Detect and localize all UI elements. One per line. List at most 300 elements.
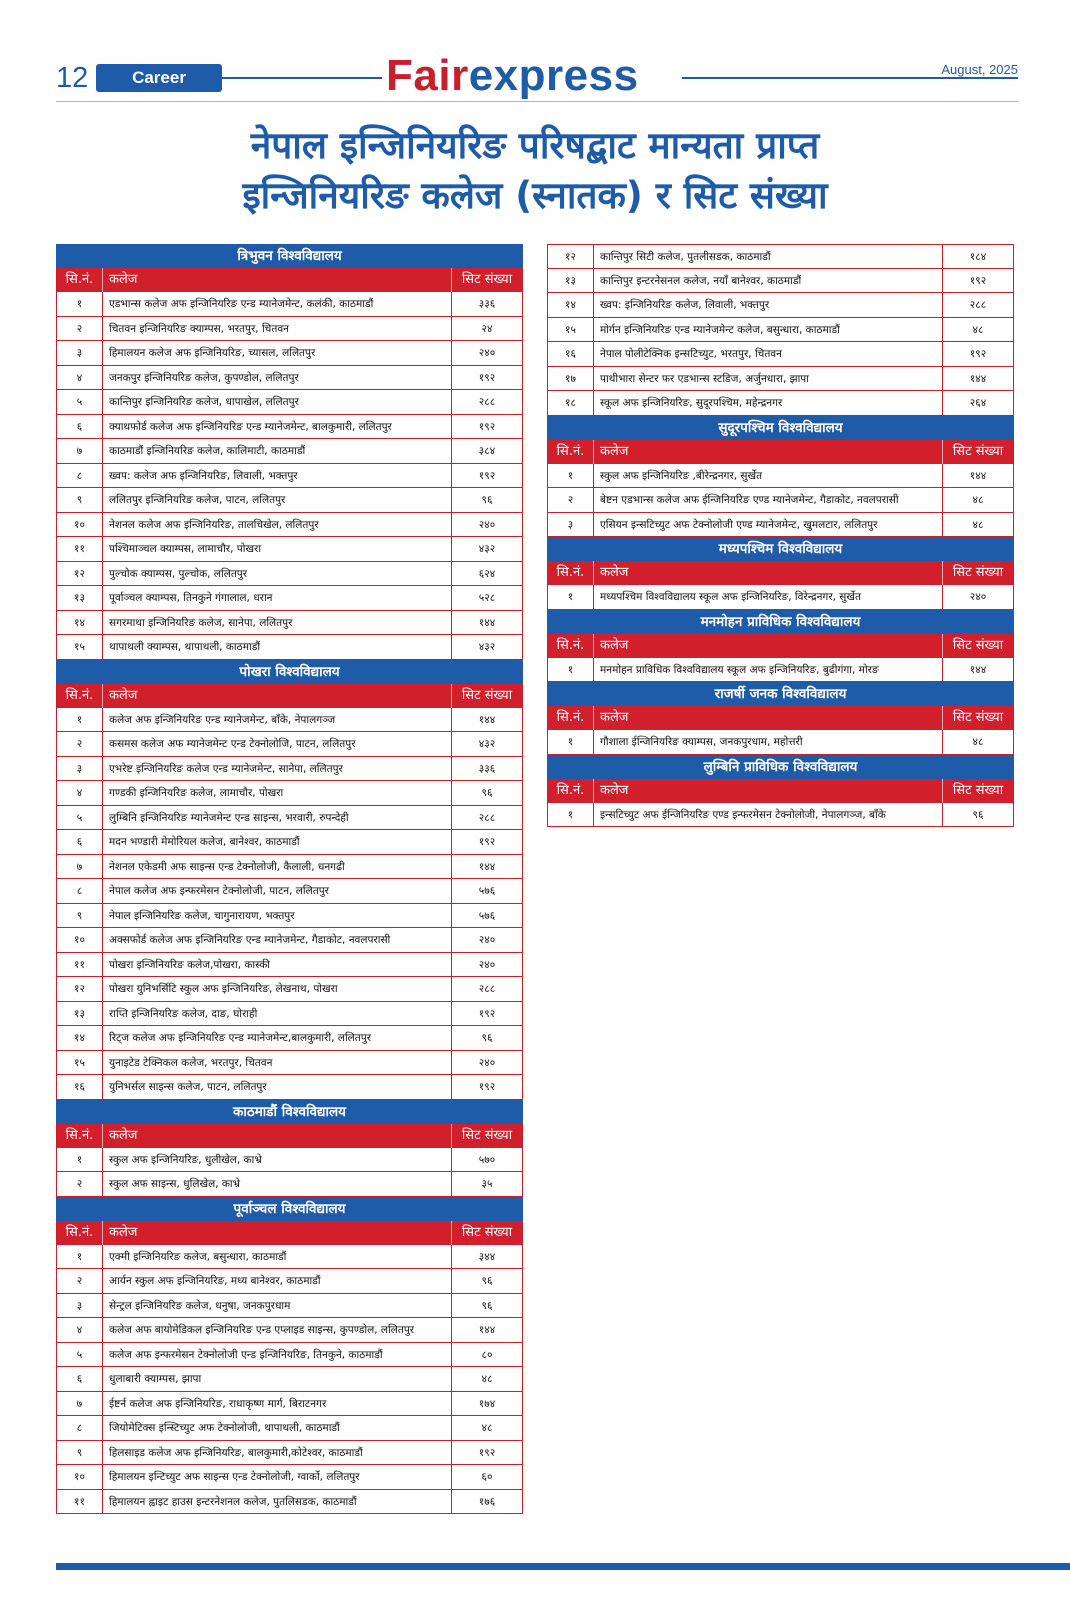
cell-college: लुम्बिनि इन्जिनियरिङ म्यानेजमेन्ट एन्ड साइन्स, भरवारी, रुपन्देही: [103, 806, 452, 830]
university-table: [56, 244, 523, 660]
table-header: [56, 1124, 523, 1148]
table-row: [56, 1343, 523, 1368]
cell-sn: ९: [57, 904, 103, 928]
table-row: [547, 342, 1014, 367]
university-name: काठमाडौं विश्वविद्यालय: [56, 1100, 523, 1124]
table-row: [547, 367, 1014, 392]
cell-sn: ६: [57, 830, 103, 854]
header-college: कलेज: [103, 684, 452, 708]
cell-sn: १: [548, 585, 594, 609]
header-seats: सिट संख्या: [952, 710, 1004, 725]
header-college: कलेज: [594, 779, 943, 803]
cell-seats: २८८: [478, 396, 496, 408]
cell-college: राप्ति इन्जिनियरिङ कलेज, दाङ, घोराही: [103, 1002, 452, 1026]
cell-seats: १८४: [969, 251, 987, 263]
cell-sn: १६: [57, 1075, 103, 1099]
cell-college: कान्तिपुर इन्जिनियरिङ कलेज, धापाखेल, ललितपुर: [103, 390, 452, 414]
cell-sn: १: [548, 464, 594, 488]
table-row: [547, 391, 1014, 416]
table-row: [56, 562, 523, 587]
cell-sn: १: [57, 1148, 103, 1172]
cell-college: कसमस कलेज अफ म्यानेजमेन्ट एन्ड टेक्नोलोजि, पाटन, ललितपुर: [103, 732, 452, 756]
cell-college: एडभान्स कलेज अफ इन्जिनियरिङ एन्ड म्यानेजमेन्ट, कलंकी, काठमाडौं: [103, 292, 452, 316]
cell-sn: ७: [57, 855, 103, 879]
cell-college: युनिभर्सल साइन्स कलेज, पाटन, ललितपुर: [103, 1075, 452, 1099]
cell-college: अक्सफोर्ड कलेज अफ इन्जिनियरिङ एन्ड म्यानेजमेन्ट, गैडाकोट, नवलपरासी: [103, 928, 452, 952]
header-seats: सिट संख्या: [952, 565, 1004, 580]
cell-seats: ३३६: [478, 298, 496, 310]
header-seats: सिट संख्या: [461, 1224, 513, 1240]
header-sn: सि.नं.: [57, 268, 103, 292]
table-row: [56, 1392, 523, 1417]
cell-seats: १९२: [478, 420, 496, 433]
cell-college: कलेज अफ इन्फरमेसन टेक्नोलोजी एन्ड इन्जिनियरिङ, तिनकुने, काठमाडौं: [103, 1343, 452, 1367]
cell-college: काठमाडौं इन्जिनियरिङ कलेज, कालिमाटी, काठमाडौं: [103, 439, 452, 463]
table-row: [56, 366, 523, 391]
cell-college: चितवन इन्जिनियरिङ क्याम्पस, भरतपुर, चितवन: [103, 317, 452, 341]
cell-college: आर्यन स्कुल अफ इन्जिनियरिङ, मध्य बानेश्वर, काठमाडौं: [103, 1269, 452, 1293]
cell-sn: १०: [57, 513, 103, 537]
cell-college: जियोमेटिक्स इन्स्टिच्युट अफ टेक्नोलोजी, थापाथली, काठमाडौं: [103, 1416, 452, 1440]
cell-sn: २: [57, 1269, 103, 1293]
headline-line-2: इन्जिनियरिङ कलेज (स्नातक) र सिट संख्या: [242, 174, 828, 217]
table-row: [56, 341, 523, 366]
table-row: [56, 317, 523, 342]
cell-sn: १२: [57, 562, 103, 586]
cell-college: स्कुल अफ इन्जिनियरिङ, धुलीखेल, काभ्रे: [103, 1148, 452, 1172]
table-row: [547, 244, 1014, 269]
table-row: [547, 585, 1014, 610]
cell-sn: २: [57, 317, 103, 341]
cell-college: एक्मी इन्जिनियरिङ कलेज, बसुन्धारा, काठमाडौं: [103, 1245, 452, 1269]
cell-seats: २४०: [969, 591, 987, 603]
table-row: [56, 537, 523, 562]
cell-college: नेशनल कलेज अफ इन्जिनियरिङ, तालचिखेल, ललितपुर: [103, 513, 452, 537]
header-college: कलेज: [103, 268, 452, 292]
brand-logo: [386, 50, 639, 102]
cell-college: नेपाल पोलीटेक्निक इन्सटिच्युट, भरतपुर, चितवन: [594, 342, 943, 366]
cell-seats: १४४: [969, 663, 987, 676]
cell-sn: १: [57, 292, 103, 316]
cell-seats: १९२: [478, 371, 496, 384]
table-row: [56, 513, 523, 538]
header-college: कलेज: [103, 1221, 452, 1245]
cell-seats: १४४: [478, 713, 496, 726]
cell-sn: १६: [548, 342, 594, 366]
cell-college: ख्वप: कलेज अफ इन्जिनियरिङ, लिवाली, भक्तपुर: [103, 464, 452, 488]
cell-sn: ३: [57, 1294, 103, 1318]
cell-sn: १०: [57, 1465, 103, 1489]
table-row: [56, 1051, 523, 1076]
cell-sn: १: [548, 658, 594, 682]
header-seats: सिट संख्या: [461, 1127, 513, 1143]
cell-seats: २८८: [478, 811, 496, 824]
cell-seats: ५२८: [478, 592, 496, 604]
table-row: [56, 879, 523, 904]
header-college: कलेज: [594, 561, 943, 585]
table-row: [56, 1172, 523, 1197]
cell-college: स्कुल अफ साइन्स, धुलिखेल, काभ्रे: [103, 1172, 452, 1196]
cell-sn: ५: [57, 806, 103, 830]
university-table: [56, 1100, 523, 1197]
cell-college: हिलसाइड कलेज अफ इन्जिनियरिङ, बालकुमारी,कोटेश्वर, काठमाडौं: [103, 1441, 452, 1465]
cell-sn: ९: [57, 488, 103, 512]
page-number: 12: [56, 62, 89, 94]
university-name: राजर्षी जनक विश्वविद्यालय: [547, 682, 1014, 706]
header-seats: सिट संख्या: [461, 272, 513, 287]
cell-college: मध्यपश्चिम विश्वविद्यालय स्कूल अफ इन्जिनियरिङ, विरेन्द्रनगर, सुर्खेत: [594, 585, 943, 609]
header-seats: सिट संख्या: [952, 637, 1004, 653]
cell-college: गौशाला ईन्जिनियरिङ क्याम्पस, जनकपुरधाम, महोत्तरी: [594, 730, 943, 754]
table-row: [56, 757, 523, 782]
cell-sn: ६: [57, 415, 103, 439]
header-seats: सिट संख्या: [461, 687, 513, 703]
cell-college: स्कुल अफ इन्जिनियरिङ ,बीरेन्द्रनगर, सुर्खेत: [594, 464, 943, 488]
university-table: [547, 755, 1014, 828]
table-row: [56, 1367, 523, 1392]
cell-sn: १३: [548, 269, 594, 293]
table-row: [56, 708, 523, 733]
cell-seats: १७६: [478, 1495, 496, 1508]
university-table: [547, 537, 1014, 610]
table-row: [56, 1294, 523, 1319]
cell-seats: ९६: [481, 494, 493, 506]
cell-seats: १४४: [478, 616, 496, 629]
cell-seats: १४४: [478, 1324, 496, 1336]
cell-college: पूर्वाञ्चल क्याम्पस, तिनकुने गंगालाल, धरान: [103, 586, 452, 610]
university-name: लुम्बिनि प्राविधिक विश्वविद्यालय: [547, 755, 1014, 779]
university-name: त्रिभुवन विश्वविद्यालय: [56, 244, 523, 268]
cell-seats: ४८: [481, 1373, 493, 1385]
cell-sn: १७: [548, 367, 594, 391]
cell-sn: १४: [57, 1026, 103, 1050]
header-sn: सि.नं.: [548, 634, 594, 658]
header-divider: [56, 101, 1018, 102]
cell-college: एसियन इन्सटिच्युट अफ टेक्नोलोजी एण्ड म्यानेजमेन्ट, खुमलटार, ललितपुर: [594, 513, 943, 537]
university-table: [547, 610, 1014, 683]
header-rule-left: [222, 77, 382, 79]
cell-seats: ३३६: [478, 762, 496, 775]
table-row: [56, 830, 523, 855]
header-sn: सि.नं.: [548, 706, 594, 730]
table-row: [547, 293, 1014, 318]
header-sn: सि.नं.: [57, 1221, 103, 1245]
cell-college: ईष्टर्न कलेज अफ इन्जिनियरिङ, राधाकृष्ण मार्ग, बिराटनगर: [103, 1392, 452, 1416]
header-sn: सि.नं.: [548, 779, 594, 803]
cell-sn: ६: [57, 1367, 103, 1391]
cell-seats: ४८: [972, 518, 984, 531]
cell-sn: १३: [57, 586, 103, 610]
header-college: कलेज: [594, 634, 943, 658]
cell-college: कलेज अफ बायोमेडिकल इन्जिनियरिङ एन्ड एप्लाइड साइन्स, कुपण्डोल, ललितपुर: [103, 1318, 452, 1342]
cell-seats: १४४: [969, 372, 987, 385]
right-column-tables: [547, 244, 1014, 827]
cell-college: धुलाबारी क्याम्पस, झापा: [103, 1367, 452, 1391]
cell-seats: ९६: [972, 808, 984, 821]
cell-college: क्याथफोर्ड कलेज अफ इन्जिनियरिङ एन्ड म्यानेजमेन्ट, बालकुमारी, ललितपुर: [103, 415, 452, 439]
brand-express: express: [468, 51, 639, 100]
university-name: सुदूरपश्चिम विश्वविद्यालय: [547, 416, 1014, 440]
table-row: [547, 513, 1014, 538]
table-header: [56, 1221, 523, 1245]
table-row: [56, 928, 523, 953]
cell-seats: ३८४: [478, 445, 496, 457]
cell-college: सगरमाथा इन्जिनियरिङ कलेज, सानेपा, ललितपुर: [103, 611, 452, 635]
university-name: मनमोहन प्राविधिक विश्वविद्यालय: [547, 610, 1014, 634]
cell-sn: ११: [57, 537, 103, 561]
cell-college: जनकपुर इन्जिनियरिङ कलेज, कुपण्डोल, ललितपुर: [103, 366, 452, 390]
header-college: कलेज: [103, 1124, 452, 1148]
cell-sn: १०: [57, 928, 103, 952]
cell-seats: २४: [481, 322, 493, 335]
cell-seats: १९२: [969, 274, 987, 287]
cell-sn: ५: [57, 1343, 103, 1367]
table-row: [56, 806, 523, 831]
headline-line-1: नेपाल इन्जिनियरिङ परिषद्बाट मान्यता प्राप्त: [250, 124, 820, 167]
cell-seats: १४४: [969, 469, 987, 482]
table-row: [56, 1465, 523, 1490]
cell-seats: ४३२: [478, 641, 496, 653]
cell-college: पुल्चोक क्याम्पस, पुल्चोक, ललितपुर: [103, 562, 452, 586]
header-college: कलेज: [594, 706, 943, 730]
header-seats: सिट संख्या: [952, 443, 1004, 459]
cell-seats: १४४: [478, 860, 496, 873]
cell-seats: ६०: [481, 1471, 493, 1483]
table-header: [547, 561, 1014, 585]
header-sn: सि.नं.: [548, 561, 594, 585]
cell-sn: १५: [548, 318, 594, 342]
cell-seats: २६४: [969, 397, 987, 409]
cell-seats: ३५: [481, 1178, 493, 1190]
cell-sn: ७: [57, 439, 103, 463]
cell-seats: २८८: [478, 983, 496, 995]
cell-college: मनमोहन प्राविधिक विश्वविद्यालय स्कूल अफ इन्जिनियरिङ, बुढीगंगा, मोरङ: [594, 658, 943, 682]
cell-sn: ११: [57, 953, 103, 977]
university-table: [56, 660, 523, 1100]
table-row: [56, 635, 523, 660]
cell-college: ललितपुर इन्जिनियरिङ कलेज, पाटन, ललितपुर: [103, 488, 452, 512]
table-row: [56, 611, 523, 636]
table-row: [56, 1441, 523, 1466]
table-header: [547, 706, 1014, 730]
table-row: [56, 464, 523, 489]
cell-sn: ८: [57, 879, 103, 903]
table-header: [547, 440, 1014, 464]
cell-seats: ४८: [972, 736, 984, 748]
cell-sn: १३: [57, 1002, 103, 1026]
cell-college: इन्सटिच्युट अफ ईन्जिनियरिङ एण्ड इन्फरमेसन टेक्नोलोजी, नेपालगञ्ज, बाँके: [594, 803, 943, 827]
cell-seats: १९२: [969, 348, 987, 360]
cell-college: नेपाल कलेज अफ इन्फरमेसन टेक्नोलोजी, पाटन, ललितपुर: [103, 879, 452, 903]
table-row: [56, 1075, 523, 1100]
header-college: कलेज: [594, 440, 943, 464]
university-table: [547, 682, 1014, 755]
cell-college: थापाथली क्याम्पस, थापाथली, काठमाडौं: [103, 635, 452, 659]
header-seats: सिट संख्या: [952, 782, 1004, 798]
table-row: [547, 803, 1014, 828]
cell-sn: १२: [548, 245, 594, 268]
cell-college: मदन भण्डारी मेमोरियल कलेज, बानेश्वर, काठमाडौं: [103, 830, 452, 854]
cell-sn: १: [548, 730, 594, 754]
cell-sn: ८: [57, 464, 103, 488]
cell-seats: ४८: [972, 323, 984, 336]
section-tag: Career: [96, 64, 222, 92]
table-row: [56, 1490, 523, 1515]
footer-bar: [56, 1563, 1070, 1570]
cell-college: कान्तिपुर सिटी कलेज, पुतलीसडक, काठमाडौं: [594, 245, 943, 268]
table-row: [56, 488, 523, 513]
university-name: पोखरा विश्वविद्यालय: [56, 660, 523, 684]
cell-college: पोखरा युनिभर्सिटि स्कुल अफ इन्जिनियरिङ, लेखनाथ, पोखरा: [103, 977, 452, 1001]
table-row: [547, 318, 1014, 343]
cell-seats: १७४: [478, 1397, 496, 1410]
cell-sn: १५: [57, 635, 103, 659]
cell-seats: २४०: [478, 347, 496, 359]
cell-sn: १: [57, 1245, 103, 1269]
cell-college: ख्वप: इन्जिनियरिङ कलेज, लिवाली, भक्तपुर: [594, 293, 943, 317]
header-rule-right: [682, 77, 1018, 79]
table-row: [56, 1269, 523, 1294]
cell-sn: १: [548, 803, 594, 827]
cell-seats: १९२: [478, 1446, 496, 1459]
table-row: [547, 488, 1014, 513]
table-row: [547, 658, 1014, 683]
cell-seats: १९२: [478, 469, 496, 482]
cell-seats: १९२: [478, 1081, 496, 1093]
university-name: पूर्वाञ्चल विश्वविद्यालय: [56, 1197, 523, 1221]
cell-seats: २८८: [969, 299, 987, 311]
table-row: [56, 953, 523, 978]
cell-college: मोर्गन इन्जिनियरिङ एन्ड म्यानेजमेन्ट कलेज, बसुन्धारा, काठमाडौं: [594, 318, 943, 342]
table-row: [56, 586, 523, 611]
university-table: [547, 244, 1014, 416]
cell-seats: २४०: [478, 934, 496, 946]
cell-college: नेशनल एकेडमी अफ साइन्स एन्ड टेक्नोलोजी, कैलाली, धनगढी: [103, 855, 452, 879]
table-row: [547, 269, 1014, 294]
brand-fair: Fair: [386, 51, 469, 100]
cell-sn: २: [57, 732, 103, 756]
cell-college: स्कूल अफ इन्जिनियरिङ, सुदूरपश्चिम, महेन्द्रनगर: [594, 391, 943, 415]
table-row: [56, 292, 523, 317]
cell-college: कलेज अफ इन्जिनियरिङ एन्ड म्यानेजमेन्ट, बाँके, नेपालगञ्ज: [103, 708, 452, 732]
cell-seats: २४०: [478, 518, 496, 531]
cell-college: बेष्टन एडभान्स कलेज अफ ईन्जिनियरिङ एण्ड म्यानेजमेन्ट, गैडाकोट, नवलपरासी: [594, 488, 943, 512]
table-row: [56, 1002, 523, 1027]
table-row: [56, 1318, 523, 1343]
table-row: [56, 390, 523, 415]
cell-college: कान्तिपुर इन्टरनेसनल कलेज, नयाँ बानेश्वर, काठमाडौं: [594, 269, 943, 293]
cell-seats: ४३२: [478, 543, 496, 555]
header-sn: सि.नं.: [57, 684, 103, 708]
table-row: [56, 781, 523, 806]
cell-sn: १५: [57, 1051, 103, 1075]
cell-college: पश्चिमाञ्चल क्याम्पस, लामाचौर, पोखरा: [103, 537, 452, 561]
cell-seats: १९२: [478, 1007, 496, 1020]
cell-college: नेपाल इन्जिनियरिङ कलेज, चागुनारायण, भक्तपुर: [103, 904, 452, 928]
cell-college: हिमालयन कलेज अफ इन्जिनियरिङ, च्यासल, ललितपुर: [103, 341, 452, 365]
cell-college: सेन्ट्रल इन्जिनियरिङ कलेज, धनुषा, जनकपुरधाम: [103, 1294, 452, 1318]
table-header: [547, 634, 1014, 658]
table-header: [56, 684, 523, 708]
left-column-tables: [56, 244, 523, 1514]
cell-sn: ३: [548, 513, 594, 537]
cell-sn: १८: [548, 391, 594, 415]
table-row: [56, 732, 523, 757]
cell-seats: ४८: [481, 1422, 493, 1434]
cell-college: एभरेष्ट इन्जिनियरिङ कलेज एन्ड म्यानेजमेन्ट, सानेपा, ललितपुर: [103, 757, 452, 781]
table-row: [56, 1416, 523, 1441]
cell-sn: १: [57, 708, 103, 732]
table-row: [56, 1026, 523, 1051]
university-table: [56, 1197, 523, 1515]
cell-college: हिमालयन ह्वाइट हाउस इन्टरनेशनल कलेज, पुतलिसडक, काठमाडौं: [103, 1490, 452, 1514]
cell-sn: ९: [57, 1441, 103, 1465]
table-row: [56, 904, 523, 929]
table-header: [56, 268, 523, 292]
cell-seats: ९६: [481, 1032, 493, 1044]
table-row: [56, 855, 523, 880]
cell-sn: ४: [57, 1318, 103, 1342]
cell-seats: ५७६: [478, 885, 496, 897]
cell-sn: ७: [57, 1392, 103, 1416]
cell-seats: ९६: [481, 1299, 493, 1312]
cell-seats: ८०: [481, 1348, 493, 1361]
cell-seats: ४३२: [478, 738, 496, 750]
cell-seats: ९६: [481, 787, 493, 799]
cell-sn: ३: [57, 341, 103, 365]
cell-seats: ४८: [972, 494, 984, 506]
cell-seats: २४०: [478, 958, 496, 971]
header-sn: सि.नं.: [548, 440, 594, 464]
cell-seats: ९६: [481, 1275, 493, 1287]
university-name: मध्यपश्चिम विश्वविद्यालय: [547, 537, 1014, 561]
table-row: [56, 977, 523, 1002]
cell-seats: १९२: [478, 836, 496, 848]
cell-sn: ५: [57, 390, 103, 414]
cell-sn: १४: [548, 293, 594, 317]
cell-sn: ३: [57, 757, 103, 781]
cell-sn: २: [57, 1172, 103, 1196]
cell-seats: ३४४: [478, 1250, 496, 1263]
cell-seats: २४०: [478, 1056, 496, 1069]
header-sn: सि.नं.: [57, 1124, 103, 1148]
cell-sn: १२: [57, 977, 103, 1001]
cell-college: रिट्ज कलेज अफ इन्जिनियरिङ एन्ड म्यानेजमेन्ट,बालकुमारी, ललितपुर: [103, 1026, 452, 1050]
cell-sn: ८: [57, 1416, 103, 1440]
table-row: [547, 730, 1014, 755]
cell-college: हिमालयन इन्टिच्युट अफ साइन्स एन्ड टेक्नोलोजी, ग्वार्को, ललितपुर: [103, 1465, 452, 1489]
cell-sn: ४: [57, 781, 103, 805]
table-row: [547, 464, 1014, 489]
cell-sn: १४: [57, 611, 103, 635]
cell-sn: ११: [57, 1490, 103, 1514]
cell-college: पोखरा इन्जिनियरिङ कलेज,पोखरा, कास्की: [103, 953, 452, 977]
cell-college: पाथीभारा सेन्टर फर एडभान्स स्टडिज, अर्जुनधारा, झापा: [594, 367, 943, 391]
cell-seats: ५७६: [478, 909, 496, 922]
table-row: [56, 415, 523, 440]
cell-college: गण्डकी इन्जिनियरिङ कलेज, लामाचौर, पोखरा: [103, 781, 452, 805]
cell-college: युनाइटेड टेक्निकल कलेज, भरतपुर, चितवन: [103, 1051, 452, 1075]
table-header: [547, 779, 1014, 803]
table-row: [56, 1245, 523, 1270]
table-row: [56, 439, 523, 464]
cell-seats: ५७०: [478, 1153, 496, 1166]
cell-seats: ६२४: [478, 567, 496, 580]
table-row: [56, 1148, 523, 1173]
cell-sn: ४: [57, 366, 103, 390]
issue-date: August, 2025: [941, 62, 1018, 77]
university-table: [547, 416, 1014, 538]
